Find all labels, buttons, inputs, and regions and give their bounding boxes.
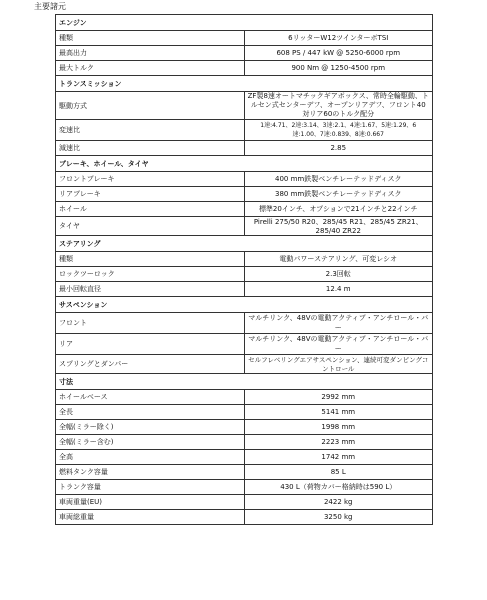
row-value: セルフレベリングエアサスペンション、連続可変ダンピングコントロール [244,355,433,374]
row-value: 2992 mm [244,390,433,405]
section-engine-title: エンジン [56,15,433,31]
row-value: 6リッターW12ツインターボTSI [244,31,433,46]
spec-table [55,14,433,525]
row-value: 400 mm鉄製ベンチレーテッドディスク [244,172,433,187]
row-label: 車両総重量 [56,510,245,525]
row-value [244,92,433,120]
row-label: リア [56,334,245,355]
row-value: 標準20インチ、オプションで21インチと22インチ [244,202,433,217]
section-dimensions-title: 寸法 [56,374,433,390]
row-label: 全幅(ミラー含む) [56,435,245,450]
row-value: 2.85 [244,141,433,156]
row-label: 種類 [56,31,245,46]
row-label: 最大トルク [56,61,245,76]
row-label: 減速比 [56,141,245,156]
row-value: 2.3回転 [244,267,433,282]
row-label: 全長 [56,405,245,420]
row-label: 最小回転直径 [56,282,245,297]
row-value: 5141 mm [244,405,433,420]
row-value-text: 1速:4.71、2速:3.14、3速:2.1、4速:1.67、5速:1.29、6速:1.00、7速:0.839、8速:0.667 [260,122,417,138]
row-value: マルチリンク、48Vの電動アクティブ・アンチロール・バー [244,334,433,355]
page-title: 主要諸元 [34,2,66,11]
section-suspension-title: サスペンション [56,297,433,313]
row-label: 全幅(ミラー除く) [56,420,245,435]
row-label: 最高出力 [56,46,245,61]
row-value: 1742 mm [244,450,433,465]
row-value: Pirelli 275/50 R20、285/45 R21、285/45 ZR21、285/40 ZR22 [244,217,433,236]
section-transmission-title: トランスミッション [56,76,433,92]
row-label: フロント [56,313,245,334]
row-value-text: ZF製8速オートマチックギアボックス、常時全輪駆動、トルセン式センターデフ、オープンリアデフ、フロント40対リア60のトルク配分 [247,92,429,118]
row-label: 駆動方式 [56,92,245,120]
row-value: 900 Nm @ 1250-4500 rpm [244,61,433,76]
section-steering-title: ステアリング [56,236,433,252]
row-value: 430 L（荷物カバー格納時は590 L） [244,480,433,495]
row-label: ホイールベース [56,390,245,405]
section-brakes-title: ブレーキ、ホイール、タイヤ [56,156,433,172]
row-value: 1998 mm [244,420,433,435]
row-label: ロックツーロック [56,267,245,282]
row-value: 2223 mm [244,435,433,450]
row-label: 燃料タンク容量 [56,465,245,480]
row-label: スプリングとダンパー [56,355,245,374]
row-value: 12.4 m [244,282,433,297]
row-label: フロントブレーキ [56,172,245,187]
row-value: 電動パワーステアリング、可変レシオ [244,252,433,267]
row-label: トランク容量 [56,480,245,495]
row-value: 380 mm鉄製ベンチレーテッドディスク [244,187,433,202]
row-label: 全高 [56,450,245,465]
row-label: リアブレーキ [56,187,245,202]
row-value: 85 L [244,465,433,480]
row-value: マルチリンク、48Vの電動アクティブ・アンチロール・バー [244,313,433,334]
row-value: 2422 kg [244,495,433,510]
row-value: 608 PS / 447 kW @ 5250-6000 rpm [244,46,433,61]
row-label: 車両重量(EU) [56,495,245,510]
row-value: 3250 kg [244,510,433,525]
row-label: 種類 [56,252,245,267]
row-label: タイヤ [56,217,245,236]
row-label: 変速比 [56,120,245,141]
row-label: ホイール [56,202,245,217]
row-value [244,120,433,141]
